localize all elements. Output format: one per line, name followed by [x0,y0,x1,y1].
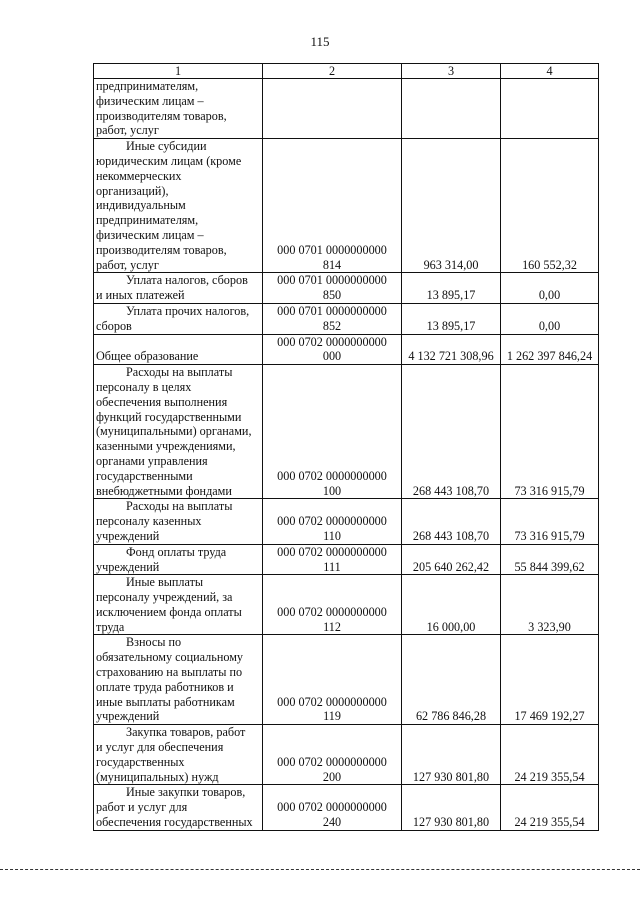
table-row [94,273,599,304]
row-name-cell [94,273,263,304]
executed-amount-cell [501,575,599,635]
approved-amount-cell-text: 268 443 108,70 [412,528,490,543]
row-name-cell-text: Иные закупки товаров, работ и услуг для обеспечения государственных [96,785,253,830]
approved-amount-cell [402,365,501,499]
budget-code-cell-text: 000 0702 0000000000 000 [277,334,387,364]
row-name-cell [94,79,263,139]
row-name-cell-text: Иные выплаты персоналу учреждений, за исключением фонда оплаты труда [96,575,242,634]
table-row [94,79,599,139]
table-row [94,575,599,635]
row-name-cell-text: Общее образование [96,349,199,364]
approved-amount-cell-text: 127 930 801,80 [412,769,490,784]
column-header: 2 [263,64,402,79]
row-name-cell [94,544,263,575]
budget-code-cell [263,635,402,725]
approved-amount-cell [402,79,501,139]
budget-code-cell-text: 000 0701 0000000000 814 [277,242,387,272]
row-name-cell [94,725,263,785]
table-row [94,725,599,785]
approved-amount-cell-text: 4 132 721 308,96 [408,349,494,364]
approved-amount-cell [402,303,501,334]
budget-code-cell [263,544,402,575]
approved-amount-cell-text: 127 930 801,80 [412,815,490,830]
executed-amount-cell [501,544,599,575]
row-name-cell-text: Фонд оплаты труда учреждений [96,544,227,574]
executed-amount-cell-text: 0,00 [538,288,561,303]
table-row [94,635,599,725]
table-row [94,303,599,334]
budget-code-cell-text: 000 0702 0000000000 200 [277,754,387,784]
executed-amount-cell-text: 0,00 [538,318,561,333]
row-name-cell [94,635,263,725]
row-name-cell [94,785,263,830]
column-header: 4 [501,64,599,79]
column-header: 3 [402,64,501,79]
budget-code-cell [263,273,402,304]
approved-amount-cell-text: 62 786 846,28 [415,709,487,724]
row-name-cell [94,139,263,273]
executed-amount-cell-text: 160 552,32 [522,257,577,272]
row-name-cell-text: Расходы на выплаты персоналу в целях обеспечения выполнения функций государственными (муниципальными) органами, казенными учреждениями, органами управления государственными внебюджетными фондами [96,365,252,498]
approved-amount-cell [402,139,501,273]
table-row [94,365,599,499]
budget-code-cell-text: 000 0702 0000000000 240 [277,800,387,830]
approved-amount-cell [402,725,501,785]
budget-code-cell [263,334,402,365]
table-row [94,785,599,830]
budget-code-cell [263,303,402,334]
table-row [94,139,599,273]
executed-amount-cell-text: 3 323,90 [528,619,571,634]
approved-amount-cell-text: 13 895,17 [426,318,476,333]
row-name-cell-text: Иные субсидии юридическим лицам (кроме некоммерческих организаций), индивидуальным предпринимателям, физическим лицам – производителям товаров, работ, услуг [96,139,242,272]
row-name-cell [94,365,263,499]
executed-amount-cell [501,139,599,273]
executed-amount-cell [501,635,599,725]
row-name-cell [94,499,263,544]
row-name-cell [94,334,263,365]
page-bottom-dashed-line [0,869,640,870]
table-row [94,499,599,544]
table-row [94,334,599,365]
approved-amount-cell-text: 963 314,00 [423,257,479,272]
approved-amount-cell-text: 205 640 262,42 [412,559,490,574]
budget-code-cell-text: 000 0702 0000000000 119 [277,694,387,724]
approved-amount-cell [402,575,501,635]
executed-amount-cell-text: 17 469 192,27 [514,709,585,724]
executed-amount-cell [501,785,599,830]
row-name-cell-text: Уплата прочих налогов, сборов [96,303,250,333]
executed-amount-cell [501,334,599,365]
row-name-cell [94,303,263,334]
executed-amount-cell-text: 55 844 399,62 [514,559,585,574]
budget-code-cell [263,725,402,785]
approved-amount-cell [402,544,501,575]
page-number: 115 [310,34,330,49]
column-header: 1 [94,64,263,79]
executed-amount-cell [501,725,599,785]
executed-amount-cell-text: 24 219 355,54 [514,815,585,830]
budget-code-cell-text: 000 0702 0000000000 110 [277,514,387,543]
row-name-cell-text: предпринимателям, физическим лицам – производителям товаров, работ, услуг [96,79,227,138]
approved-amount-cell-text: 268 443 108,70 [412,483,490,498]
approved-amount-cell [402,334,501,365]
budget-code-cell [263,79,402,139]
row-name-cell-text: Уплата налогов, сборов и иных платежей [96,273,248,303]
table-header-row [94,64,599,79]
budget-code-cell-text: 000 0702 0000000000 100 [277,468,387,498]
budget-code-cell [263,575,402,635]
budget-code-cell-text: 000 0701 0000000000 850 [277,273,387,303]
row-name-cell-text: Закупка товаров, работ и услуг для обеспечения государственных (муниципальных) нужд [96,725,246,784]
budget-code-cell [263,785,402,830]
approved-amount-cell [402,273,501,304]
approved-amount-cell [402,785,501,830]
approved-amount-cell-text: 16 000,00 [426,619,476,634]
executed-amount-cell [501,303,599,334]
budget-code-cell [263,139,402,273]
approved-amount-cell [402,635,501,725]
budget-code-cell-text: 000 0702 0000000000 112 [277,604,387,634]
executed-amount-cell [501,79,599,139]
table-row [94,544,599,575]
budget-code-cell [263,365,402,499]
row-name-cell-text: Взносы по обязательному социальному страхованию на выплаты по оплате труда работников и иные выплаты работникам учреждений [96,635,244,724]
row-name-cell-text: Расходы на выплаты персоналу казенных учреждений [96,499,233,543]
budget-code-cell-text: 000 0702 0000000000 111 [277,544,387,574]
row-name-cell [94,575,263,635]
approved-amount-cell [402,499,501,544]
budget-code-cell-text: 000 0701 0000000000 852 [277,303,387,333]
executed-amount-cell-text: 24 219 355,54 [514,769,585,784]
executed-amount-cell-text: 73 316 915,79 [514,528,585,543]
budget-code-cell [263,499,402,544]
executed-amount-cell [501,365,599,499]
executed-amount-cell [501,273,599,304]
executed-amount-cell-text: 1 262 397 846,24 [506,349,593,364]
executed-amount-cell [501,499,599,544]
approved-amount-cell-text: 13 895,17 [426,288,476,303]
executed-amount-cell-text: 73 316 915,79 [514,483,585,498]
budget-table [93,63,599,831]
